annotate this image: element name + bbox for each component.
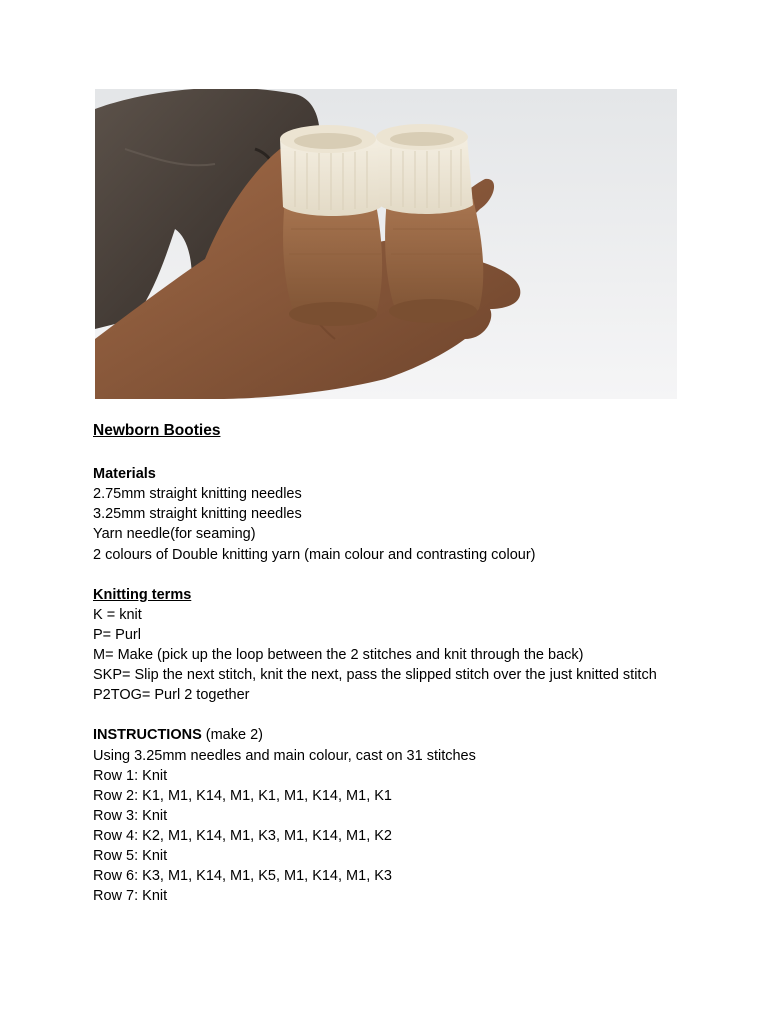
instructions-note: (make 2) [201,727,263,744]
instruction-item: Using 3.25mm needles and main colour, cast on 31 stitches [93,747,476,764]
knitting-terms-heading: Knitting terms [93,586,192,603]
term-item: SKP= Slip the next stitch, knit the next, pass the slipped stitch over the just knitted stitch [93,667,657,684]
spacer [93,444,693,464]
materials-item: 3.25mm straight knitting needles [93,506,302,523]
instruction-item: Row 5: Knit [93,847,168,864]
instruction-item: Row 7: Knit [93,888,168,905]
pattern-title: Newborn Booties [93,422,221,439]
materials-item: 2.75mm straight knitting needles [93,486,302,503]
instruction-item: Row 1: Knit [93,767,168,784]
term-item: P2TOG= Purl 2 together [93,687,250,704]
instructions-heading: INSTRUCTIONS [93,727,202,744]
instruction-item: Row 2: K1, M1, K14, M1, K1, M1, K14, M1, K1 [93,787,392,804]
instructions-heading-line [93,725,693,745]
instruction-item: Row 4: K2, M1, K14, M1, K3, M1, K14, M1, K2 [93,827,392,844]
instruction-item: Row 6: K3, M1, K14, M1, K5, M1, K14, M1, K3 [93,868,392,885]
term-item: P= Purl [93,626,141,643]
term-item: M= Make (pick up the loop between the 2 stitches and knit through the back) [93,647,584,664]
pattern-text [93,421,693,906]
spacer [93,705,693,725]
materials-heading: Materials [93,466,156,483]
booties-photo-graphic [95,89,677,399]
term-item: K = knit [93,606,142,623]
instruction-item: Row 3: Knit [93,807,168,824]
materials-item: Yarn needle(for seaming) [93,526,256,543]
spacer [93,565,693,585]
booties-photo [95,89,677,399]
materials-item: 2 colours of Double knitting yarn (main colour and contrasting colour) [93,546,536,563]
